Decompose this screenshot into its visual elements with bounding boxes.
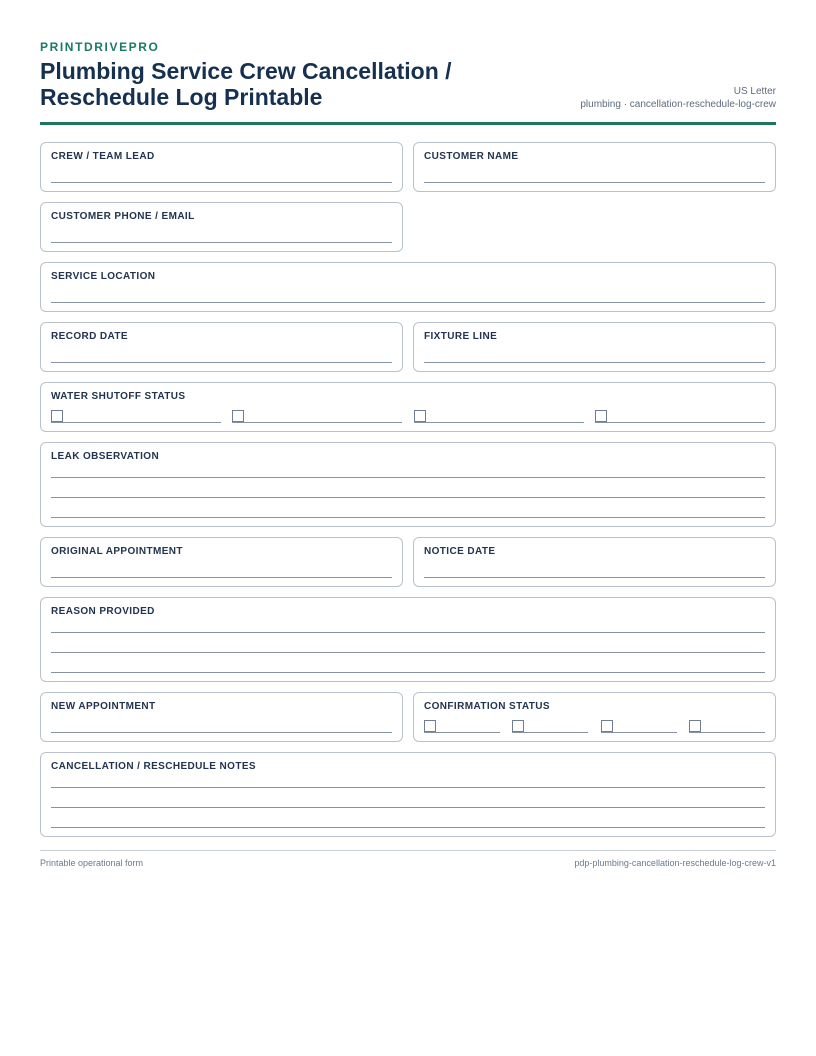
- paper-size: US Letter: [733, 86, 776, 97]
- write-line[interactable]: [51, 672, 765, 673]
- reschedule-notes-field: [40, 752, 776, 837]
- write-line[interactable]: [51, 302, 765, 303]
- field-label: RECORD DATE: [51, 331, 128, 342]
- write-line[interactable]: [51, 652, 765, 653]
- crew-team-lead-field: [40, 142, 403, 192]
- field-label: NEW APPOINTMENT: [51, 701, 156, 712]
- write-line[interactable]: [51, 497, 765, 498]
- write-line[interactable]: [51, 182, 392, 183]
- page-title: Plumbing Service Crew Cancellation / Reschedule Log Printable: [40, 58, 452, 110]
- confirmation-option: [512, 719, 588, 733]
- shutoff-option: [595, 409, 765, 423]
- confirmation-option: [424, 719, 500, 733]
- write-line[interactable]: [51, 577, 392, 578]
- customer-contact-field: [40, 202, 403, 252]
- write-line[interactable]: [424, 577, 765, 578]
- checkbox[interactable]: [595, 410, 607, 422]
- checkbox[interactable]: [601, 720, 613, 732]
- new-appointment-field: [40, 692, 403, 742]
- write-line[interactable]: [51, 807, 765, 808]
- write-line[interactable]: [51, 477, 765, 478]
- field-label: CONFIRMATION STATUS: [424, 701, 550, 712]
- field-label: WATER SHUTOFF STATUS: [51, 391, 186, 402]
- field-label: CANCELLATION / RESCHEDULE NOTES: [51, 761, 256, 772]
- write-line[interactable]: [51, 362, 392, 363]
- confirmation-option: [601, 719, 677, 733]
- field-label: NOTICE DATE: [424, 546, 496, 557]
- write-line[interactable]: [51, 827, 765, 828]
- checkbox[interactable]: [424, 720, 436, 732]
- brand-name: PRINTDRIVEPRO: [40, 40, 160, 54]
- checkbox[interactable]: [512, 720, 524, 732]
- checkbox[interactable]: [689, 720, 701, 732]
- original-appointment-field: [40, 537, 403, 587]
- write-line[interactable]: [424, 362, 765, 363]
- write-line[interactable]: [51, 732, 392, 733]
- confirmation-option: [689, 719, 765, 733]
- footer-form-id: pdp-plumbing-cancellation-reschedule-log-crew-v1: [574, 858, 776, 868]
- checkbox[interactable]: [232, 410, 244, 422]
- write-line[interactable]: [51, 242, 392, 243]
- footer-left-text: Printable operational form: [40, 858, 144, 868]
- fixture-line-field: [413, 322, 776, 372]
- reason-provided-field: [40, 597, 776, 682]
- write-line[interactable]: [424, 182, 765, 183]
- field-label: SERVICE LOCATION: [51, 271, 156, 282]
- footer-rule: [40, 850, 776, 851]
- write-line[interactable]: [51, 787, 765, 788]
- field-label: FIXTURE LINE: [424, 331, 498, 342]
- field-label: CREW / TEAM LEAD: [51, 151, 155, 162]
- shutoff-option: [232, 409, 402, 423]
- customer-name-field: [413, 142, 776, 192]
- form-tags: plumbing · cancellation-reschedule-log-crew: [580, 99, 776, 110]
- shutoff-option: [51, 409, 221, 423]
- water-shutoff-status-field: [40, 382, 776, 432]
- write-line[interactable]: [51, 517, 765, 518]
- field-label: CUSTOMER NAME: [424, 151, 519, 162]
- confirmation-status-field: [413, 692, 776, 742]
- record-date-field: [40, 322, 403, 372]
- header-meta: [580, 85, 776, 111]
- write-line[interactable]: [51, 632, 765, 633]
- field-label: REASON PROVIDED: [51, 606, 155, 617]
- field-label: LEAK OBSERVATION: [51, 451, 160, 462]
- service-location-field: [40, 262, 776, 312]
- field-label: CUSTOMER PHONE / EMAIL: [51, 211, 195, 222]
- checkbox[interactable]: [51, 410, 63, 422]
- shutoff-option: [414, 409, 584, 423]
- header-rule: [40, 122, 776, 125]
- leak-observation-field: [40, 442, 776, 527]
- checkbox[interactable]: [414, 410, 426, 422]
- field-label: ORIGINAL APPOINTMENT: [51, 546, 183, 557]
- notice-date-field: [413, 537, 776, 587]
